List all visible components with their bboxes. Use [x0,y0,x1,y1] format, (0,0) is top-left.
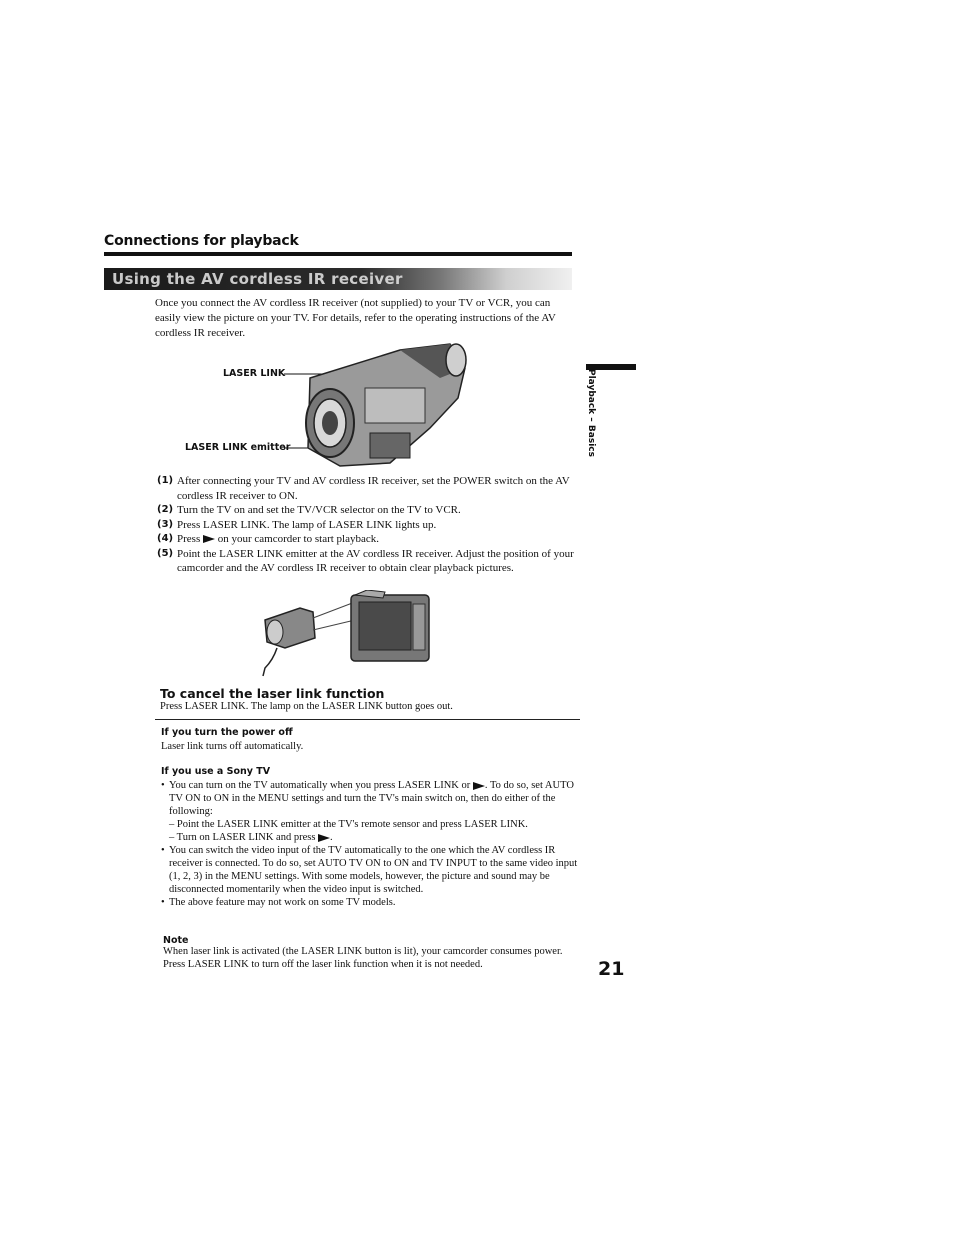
laser-link-emitter-label: LASER LINK emitter [185,442,291,453]
play-triangle-icon [318,834,330,842]
note-text: When laser link is activated (the LASER LINK button is lit), your camcorder consumes power. Press LASER LINK to turn off the laser link function when it is not needed. [163,946,563,970]
laser-link-label: LASER LINK [223,368,286,379]
banner-title: Using the AV cordless IR receiver [112,270,403,288]
list-item: • You can switch the video input of the TV automatically to the one which the AV cordless IR receiver is connected. To do so, set AUTO TV ON to ON and TV INPUT to the same video input (1, 2, 3) in the MENU settings. With some models, however, the picture and sound may be disconnected momentarily when the video input is switched. [161,844,581,896]
divider [155,719,580,720]
camcorder-to-tv-illustration [255,590,435,680]
list-item: – Turn on LASER LINK and press . [169,832,333,843]
side-tab-label: Playback – Basics [586,368,596,457]
step-item: (2) Turn the TV on and set the TV/VCR selector on the TV to VCR. [157,504,461,516]
step-item: (1) After connecting your TV and AV cordless IR receiver, set the POWER switch on the AV cordless IR receiver to ON. [157,475,570,502]
play-triangle-icon [473,782,485,790]
section-title: Connections for playback [104,233,299,249]
power-off-heading: If you turn the power off [161,727,293,738]
power-off-text: Laser link turns off automatically. [161,741,304,752]
list-item: • The above feature may not work on some TV models. [161,896,581,909]
banner [104,268,572,290]
title-rule [104,252,572,256]
cancel-heading: To cancel the laser link function [160,686,385,701]
steps-list [157,474,577,576]
step-item: (3) Press LASER LINK. The lamp of LASER LINK lights up. [157,518,437,531]
step-item: (4) Press on your camcorder to start playback. [157,533,380,545]
step-item: (5) Point the LASER LINK emitter at the AV cordless IR receiver. Adjust the position of your camcorder and the AV cordless IR receiver to obtain clear playback pictures. [157,547,574,574]
sony-tv-heading: If you use a Sony TV [161,766,271,777]
cancel-text: Press LASER LINK. The lamp on the LASER LINK button goes out. [160,701,453,712]
list-item: • You can turn on the TV automatically when you press LASER LINK or . To do so, set AUTO TV ON to ON in the MENU settings and turn the TV's main switch on, then do either of the following: [161,779,581,818]
intro-paragraph: Once you connect the AV cordless IR receiver (not supplied) to your TV or VCR, you can easily view the picture on your TV. For details, refer to the operating instructions of the AV cordless IR receiver. [155,297,556,339]
page-number: 21 [598,958,625,980]
sony-tv-list [161,779,581,909]
play-triangle-icon [203,535,215,543]
camcorder-illustration [280,338,470,473]
note-heading: Note [163,935,189,946]
list-item: – Point the LASER LINK emitter at the TV's remote sensor and press LASER LINK. [169,819,528,830]
